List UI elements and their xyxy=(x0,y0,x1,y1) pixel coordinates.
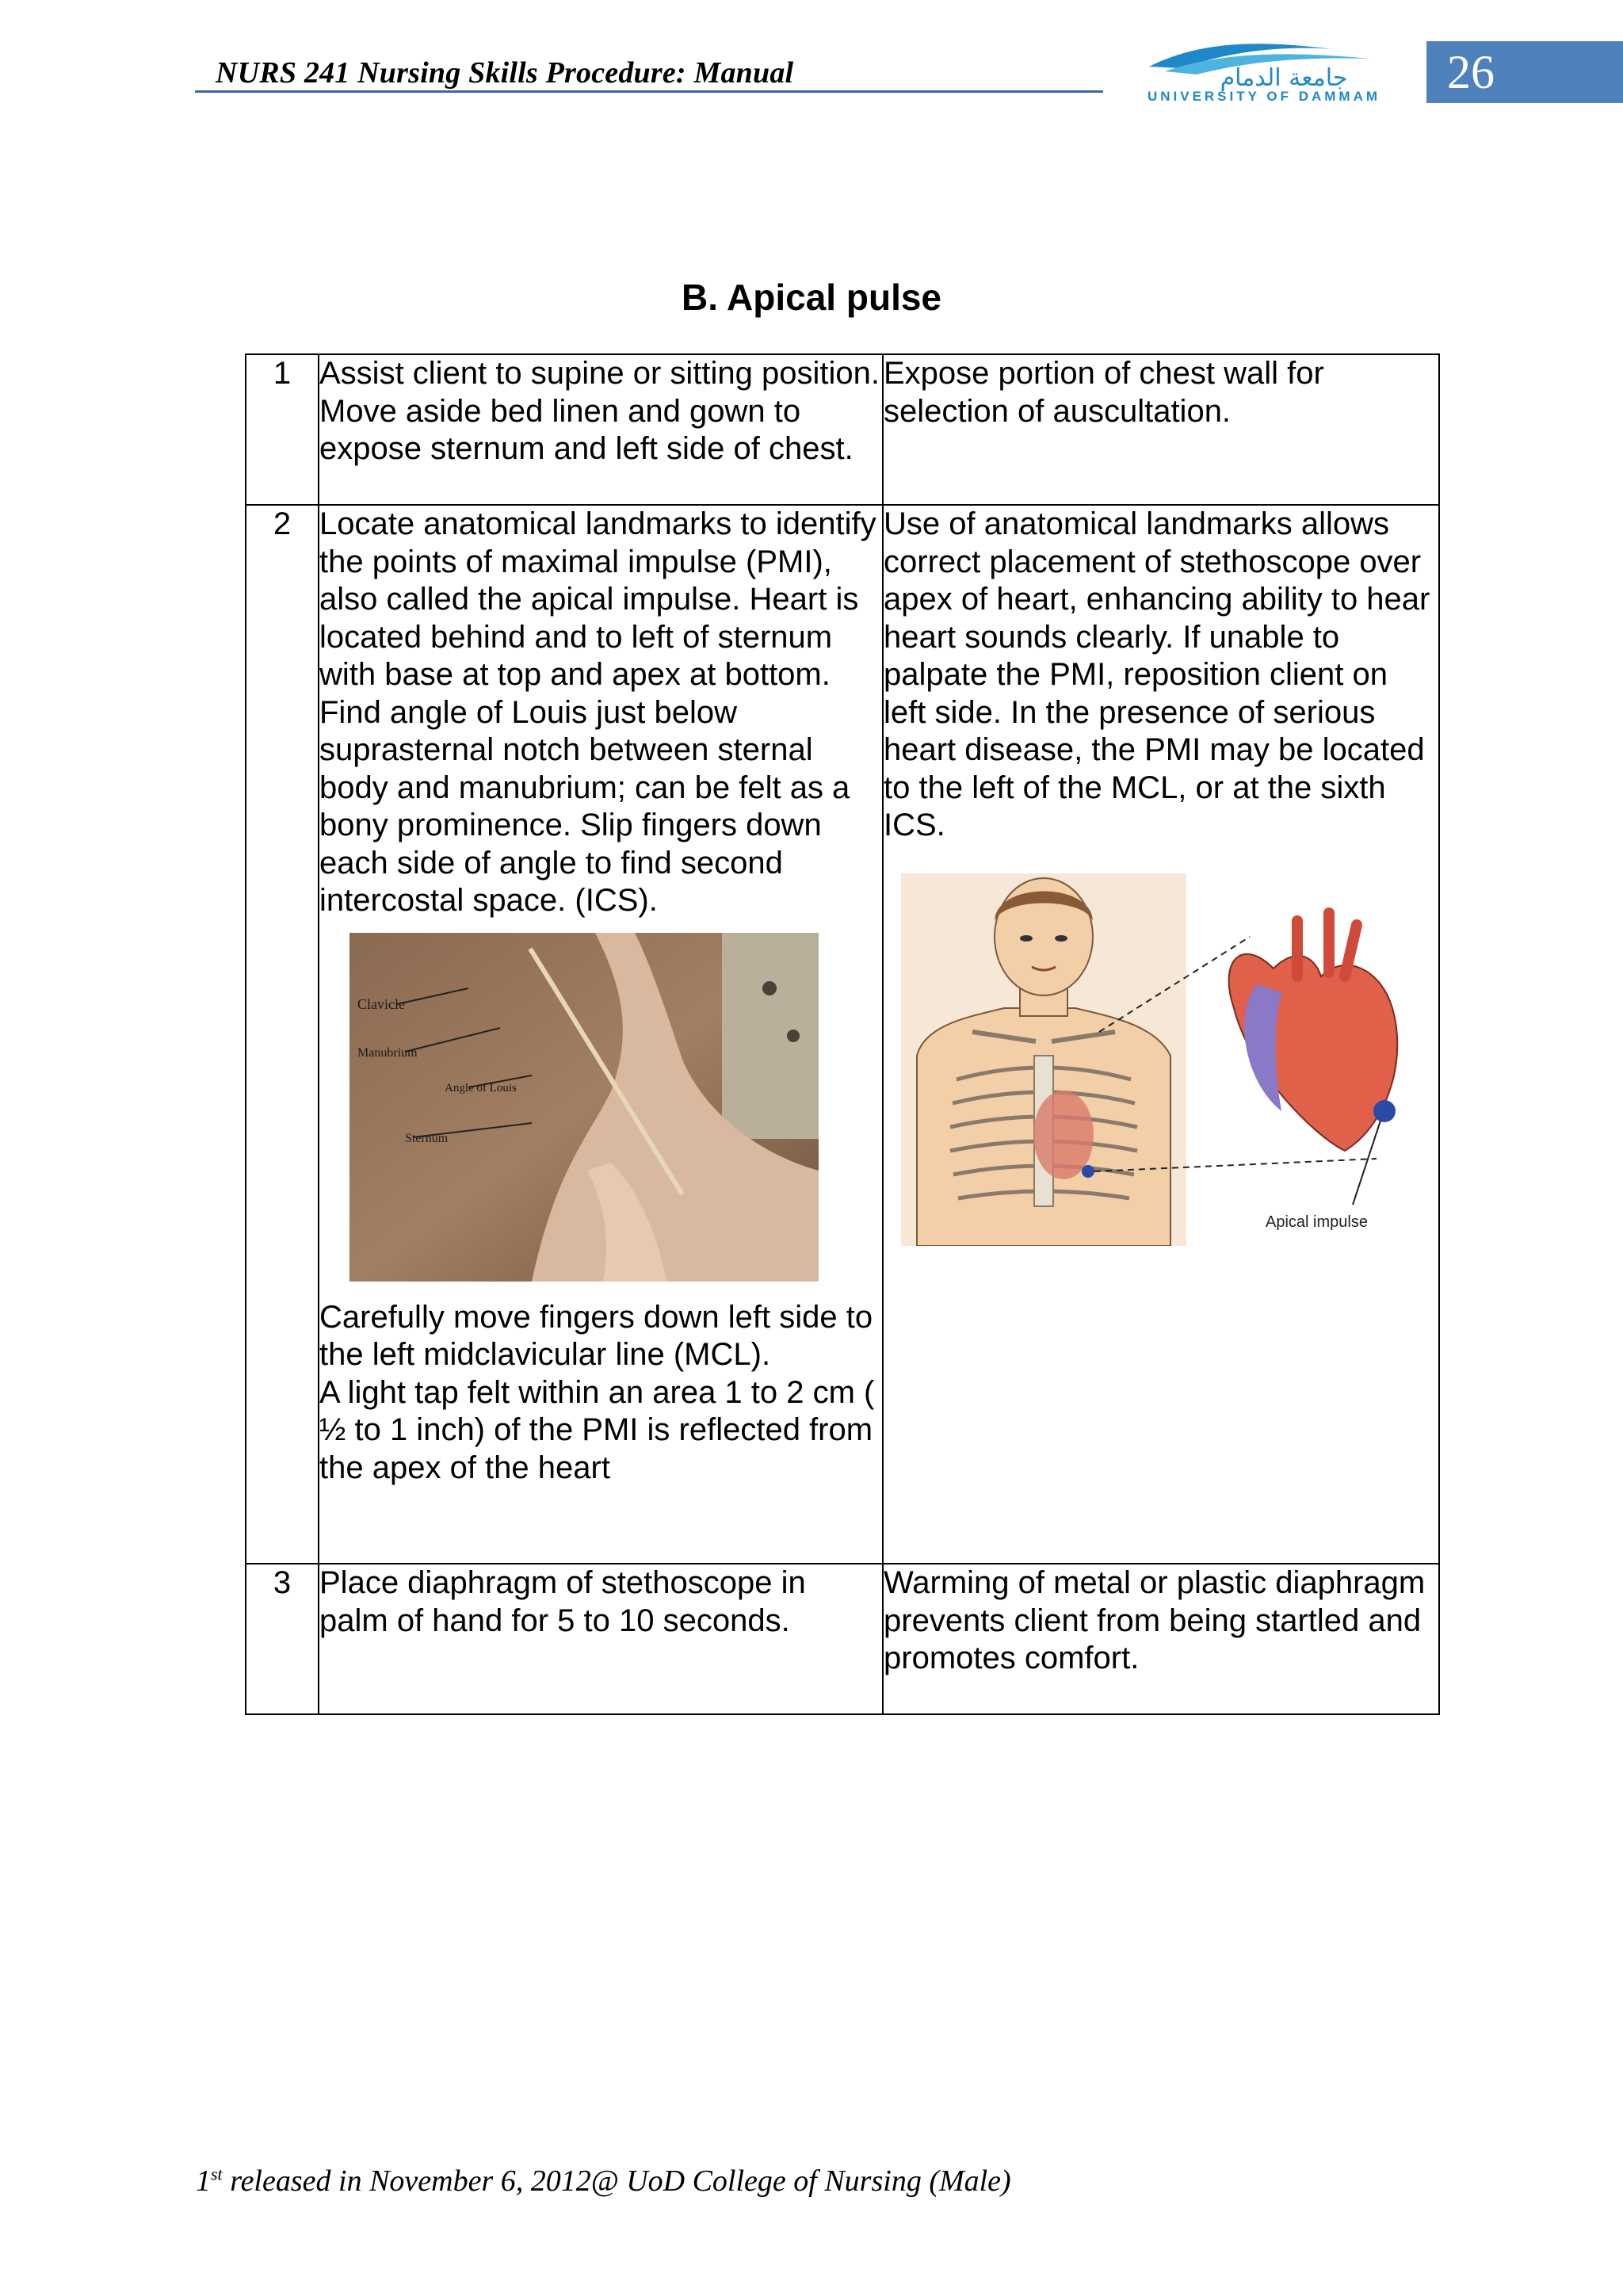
step-number: 2 xyxy=(246,505,319,1564)
step-action-text: A light tap felt within an area 1 to 2 cm ( ½ to 1 inch) of the PMI is reflected from the apex of the heart xyxy=(319,1374,875,1485)
illustration-label: Apical impulse xyxy=(1266,1213,1368,1231)
photo-label: Sternum xyxy=(405,1131,449,1145)
step-rationale xyxy=(883,505,1439,1564)
apical-impulse-illustration xyxy=(901,873,1408,1246)
table-row xyxy=(246,1564,1439,1714)
step-action-text: Carefully move fingers down left side to the left midclavicular line (MCL). xyxy=(319,1299,873,1372)
step-rationale xyxy=(883,354,1439,505)
step-rationale xyxy=(883,1564,1439,1714)
step-action xyxy=(319,505,883,1564)
palpation-photo xyxy=(349,933,819,1282)
step-number: 1 xyxy=(246,354,319,505)
step-rationale-text: Warming of metal or plastic diaphragm prevents client from being startled and promotes comfort. xyxy=(884,1565,1426,1675)
step-action-text: Assist client to supine or sitting position. Move aside bed linen and gown to expose sternum and left side of chest. xyxy=(319,356,880,466)
table-row xyxy=(246,505,1439,1564)
step-action-text: Find angle of Louis just below suprasternal notch between sternal body and manubrium; can be felt as a bony prominence. Slip fingers down each side of angle to find second intercostal space. (ICS). xyxy=(319,694,850,918)
step-rationale-text: Expose portion of chest wall for selection of auscultation. xyxy=(884,356,1324,429)
photo-label: Clavicle xyxy=(357,995,405,1012)
step-action xyxy=(319,354,883,505)
logo-arabic-text: جامعة الدمام xyxy=(1220,64,1348,92)
footer-superscript: st xyxy=(211,2164,223,2184)
step-number: 3 xyxy=(246,1564,319,1714)
step-action xyxy=(319,1564,883,1714)
document-footer xyxy=(196,2164,1011,2199)
header-rule xyxy=(195,90,1103,93)
step-action-text: Place diaphragm of stethoscope in palm of hand for 5 to 10 seconds. xyxy=(319,1565,806,1638)
procedure-table xyxy=(245,353,1440,1715)
logo-english-text: UNIVERSITY OF DAMMAM xyxy=(1147,89,1381,104)
page-number-badge: 26 xyxy=(1426,41,1623,103)
table-row xyxy=(246,354,1439,505)
footer-text: released in November 6, 2012@ UoD College of Nursing (Male) xyxy=(222,2164,1011,2198)
university-logo xyxy=(1133,35,1395,106)
footer-ordinal: 1 xyxy=(196,2164,211,2198)
photo-label: Angle of Louis xyxy=(445,1081,517,1095)
step-rationale-text: Use of anatomical landmarks allows correct placement of stethoscope over apex of heart, enhancing ability to hear heart sounds clearly. If unable to palpate the PMI, reposition client on left side. In the presence of serious heart disease, the PMI may be located to the left of the MCL, or at the sixth ICS. xyxy=(884,506,1430,842)
document-header-title: NURS 241 Nursing Skills Procedure: Manual xyxy=(216,56,794,90)
step-action-text: Locate anatomical landmarks to identify the points of maximal impulse (PMI), also called the apical impulse. Heart is located behind and to left of sternum with base at top and apex at bottom. xyxy=(319,506,876,692)
section-title: B. Apical pulse xyxy=(681,277,942,318)
photo-label: Manubrium xyxy=(357,1045,418,1060)
